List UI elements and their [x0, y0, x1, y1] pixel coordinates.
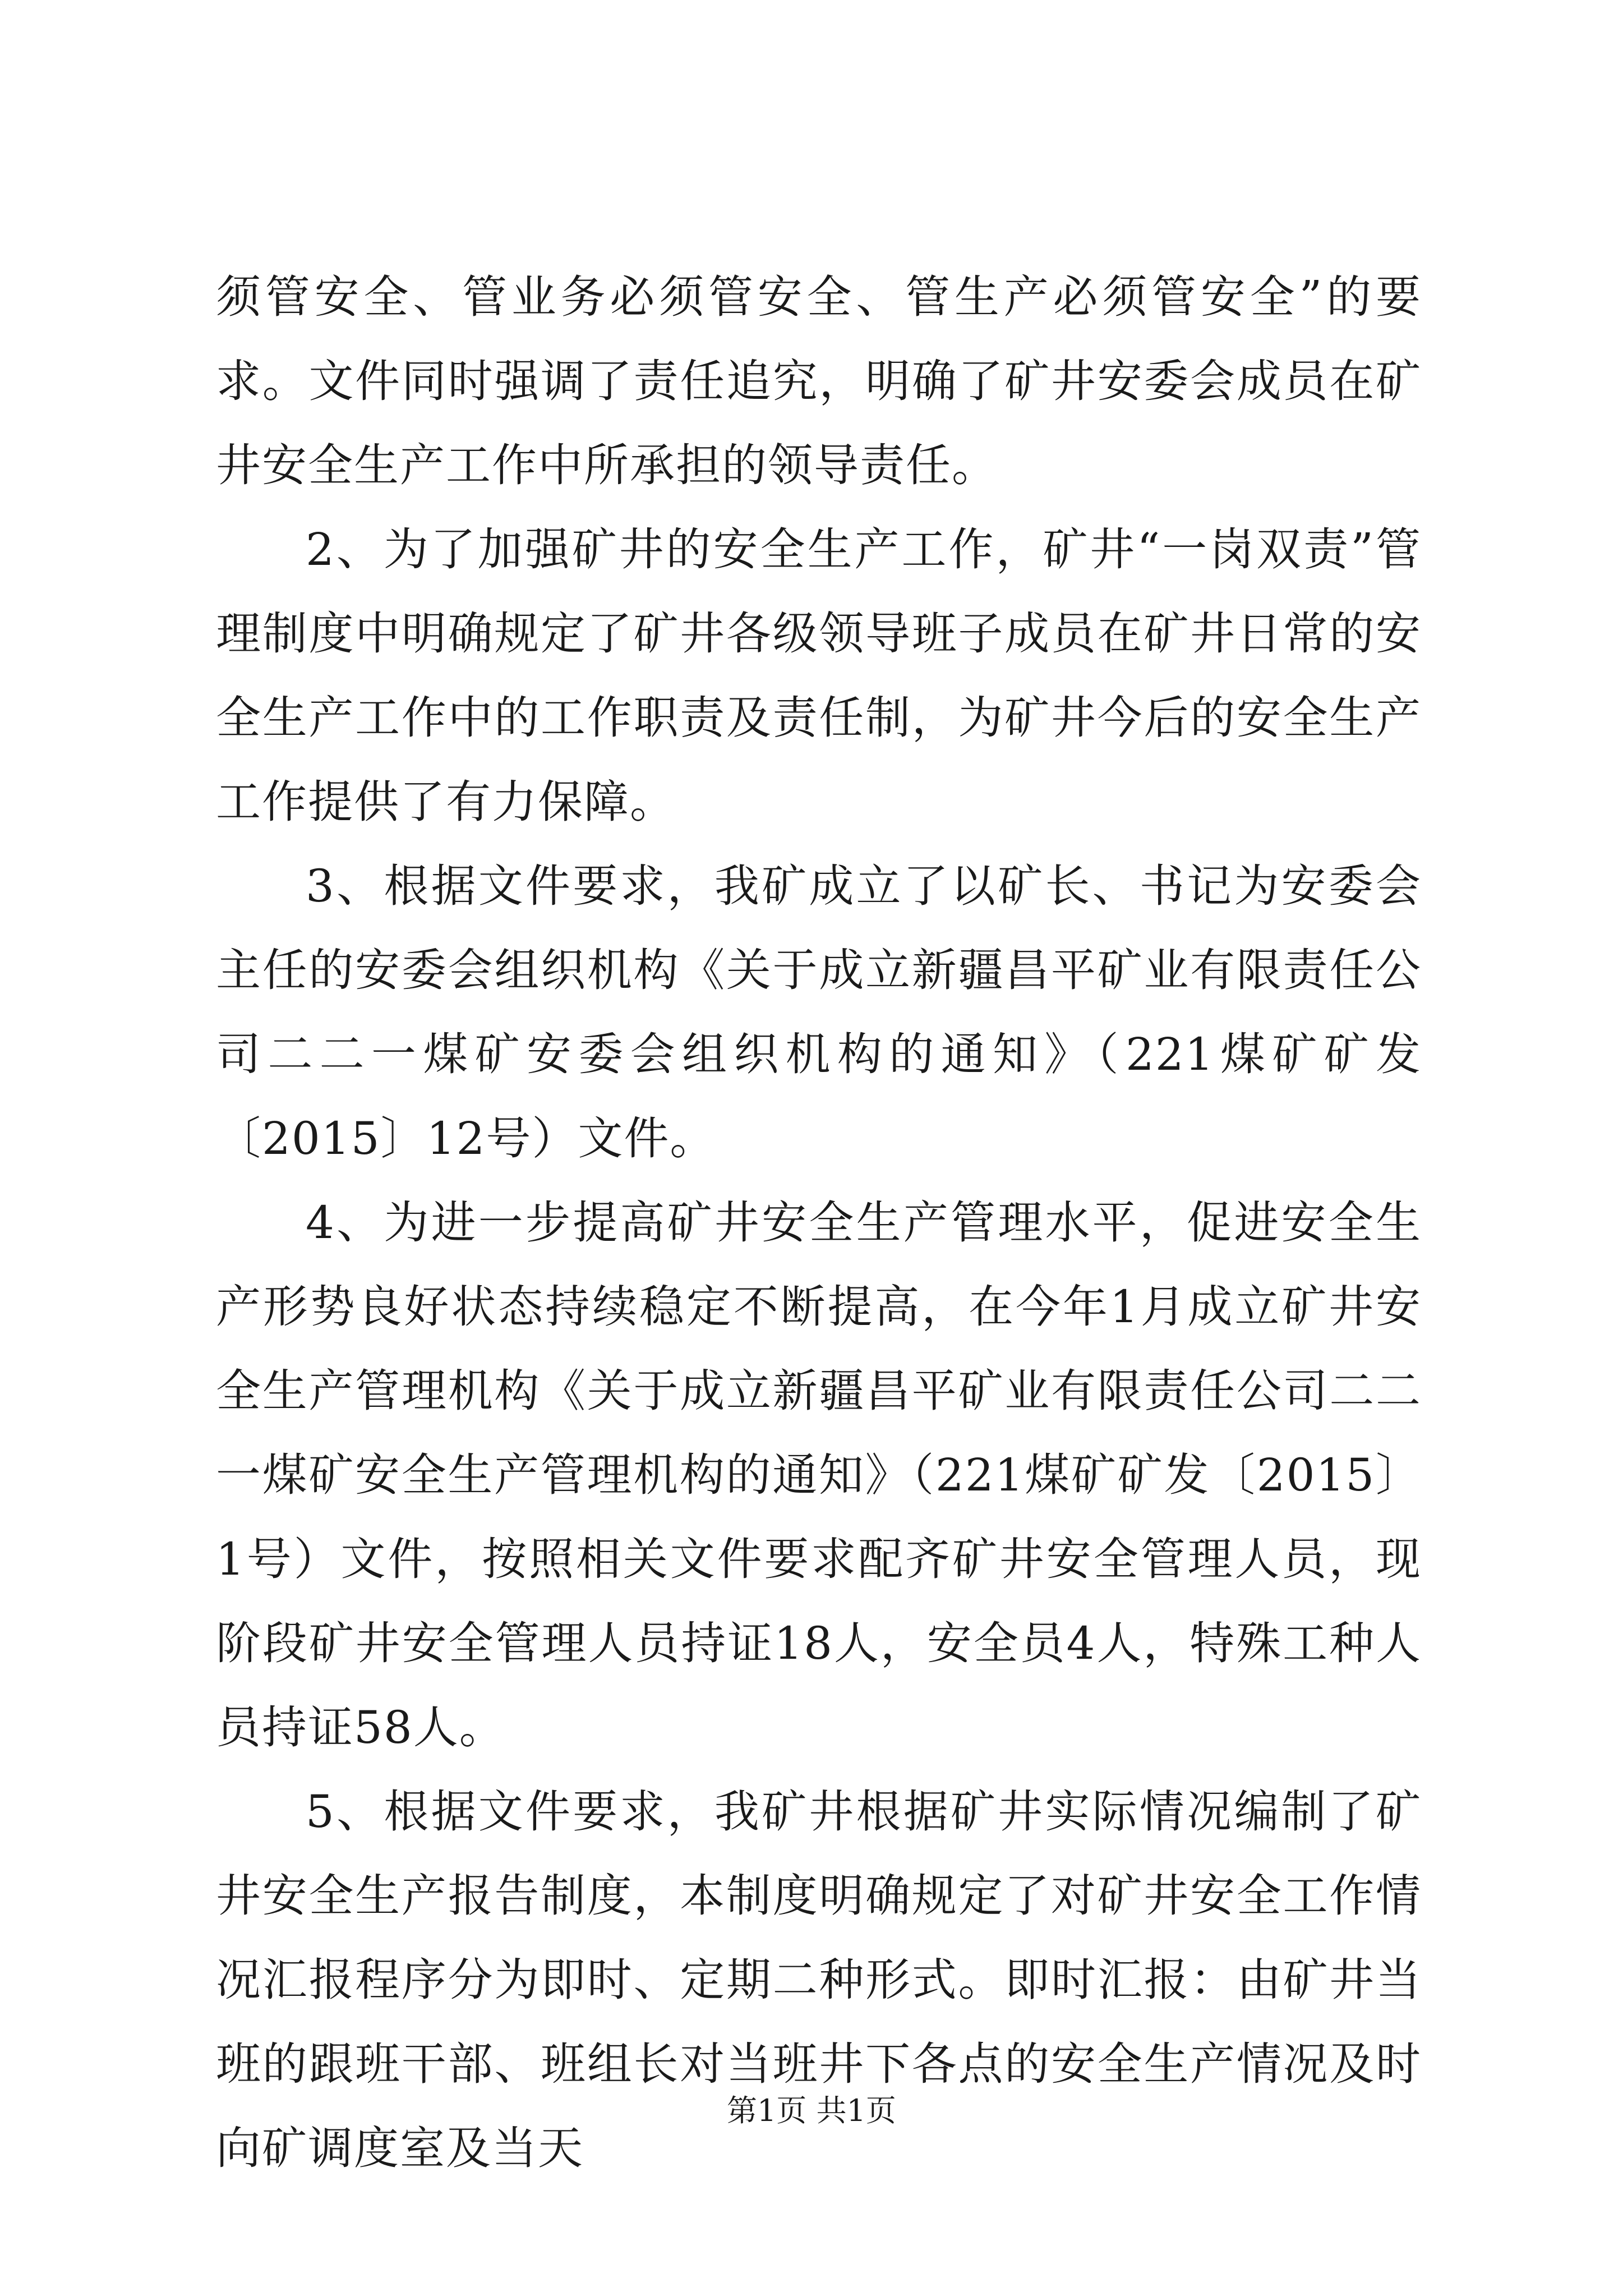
paragraph-item-5: 5、根据文件要求，我矿井根据矿井实际情况编制了矿井安全生产报告制度，本制度明确规定了对矿井安全工作情况汇报程序分为即时、定期二种形式。即时汇报：由矿井当班的跟班干部、班组长对当班井下各点的安全生产情况及时向矿调度室及当天 — [216, 1786, 1422, 2174]
paragraph-item-2: 2、为了加强矿井的安全生产工作，矿井“一岗双责”管理制度中明确规定了矿井各级领导班子成员在矿井日常的安全生产工作中的工作职责及责任制，为矿井今后的安全生产工作提供了有力保障。 — [216, 523, 1422, 828]
document-body — [216, 255, 1422, 2191]
paragraph-item-3: 3、根据文件要求，我矿成立了以矿长、书记为安委会主任的安委会组织机构《关于成立新疆昌平矿业有限责任公司二二一煤矿安委会组织机构的通知》（221煤矿矿发〔2015〕12号）文件。 — [216, 860, 1422, 1165]
page-footer: 第1页 共1页 — [727, 2093, 896, 2128]
paragraph-item-4: 4、为进一步提高矿井安全生产管理水平，促进安全生产形势良好状态持续稳定不断提高，在今年1月成立矿井安全生产管理机构《关于成立新疆昌平矿业有限责任公司二二一煤矿安全生产管理机构的通知》（221煤矿矿发〔2015〕1号）文件，按照相关文件要求配齐矿井安全管理人员，现阶段矿井安全管理人员持证18人，安全员4人，特殊工种人员持证58人。 — [216, 1197, 1422, 1754]
paragraph-continuation: 须管安全、管业务必须管安全、管生产必须管安全”的要求。文件同时强调了责任追究，明确了矿井安委会成员在矿井安全生产工作中所承担的领导责任。 — [216, 271, 1422, 491]
